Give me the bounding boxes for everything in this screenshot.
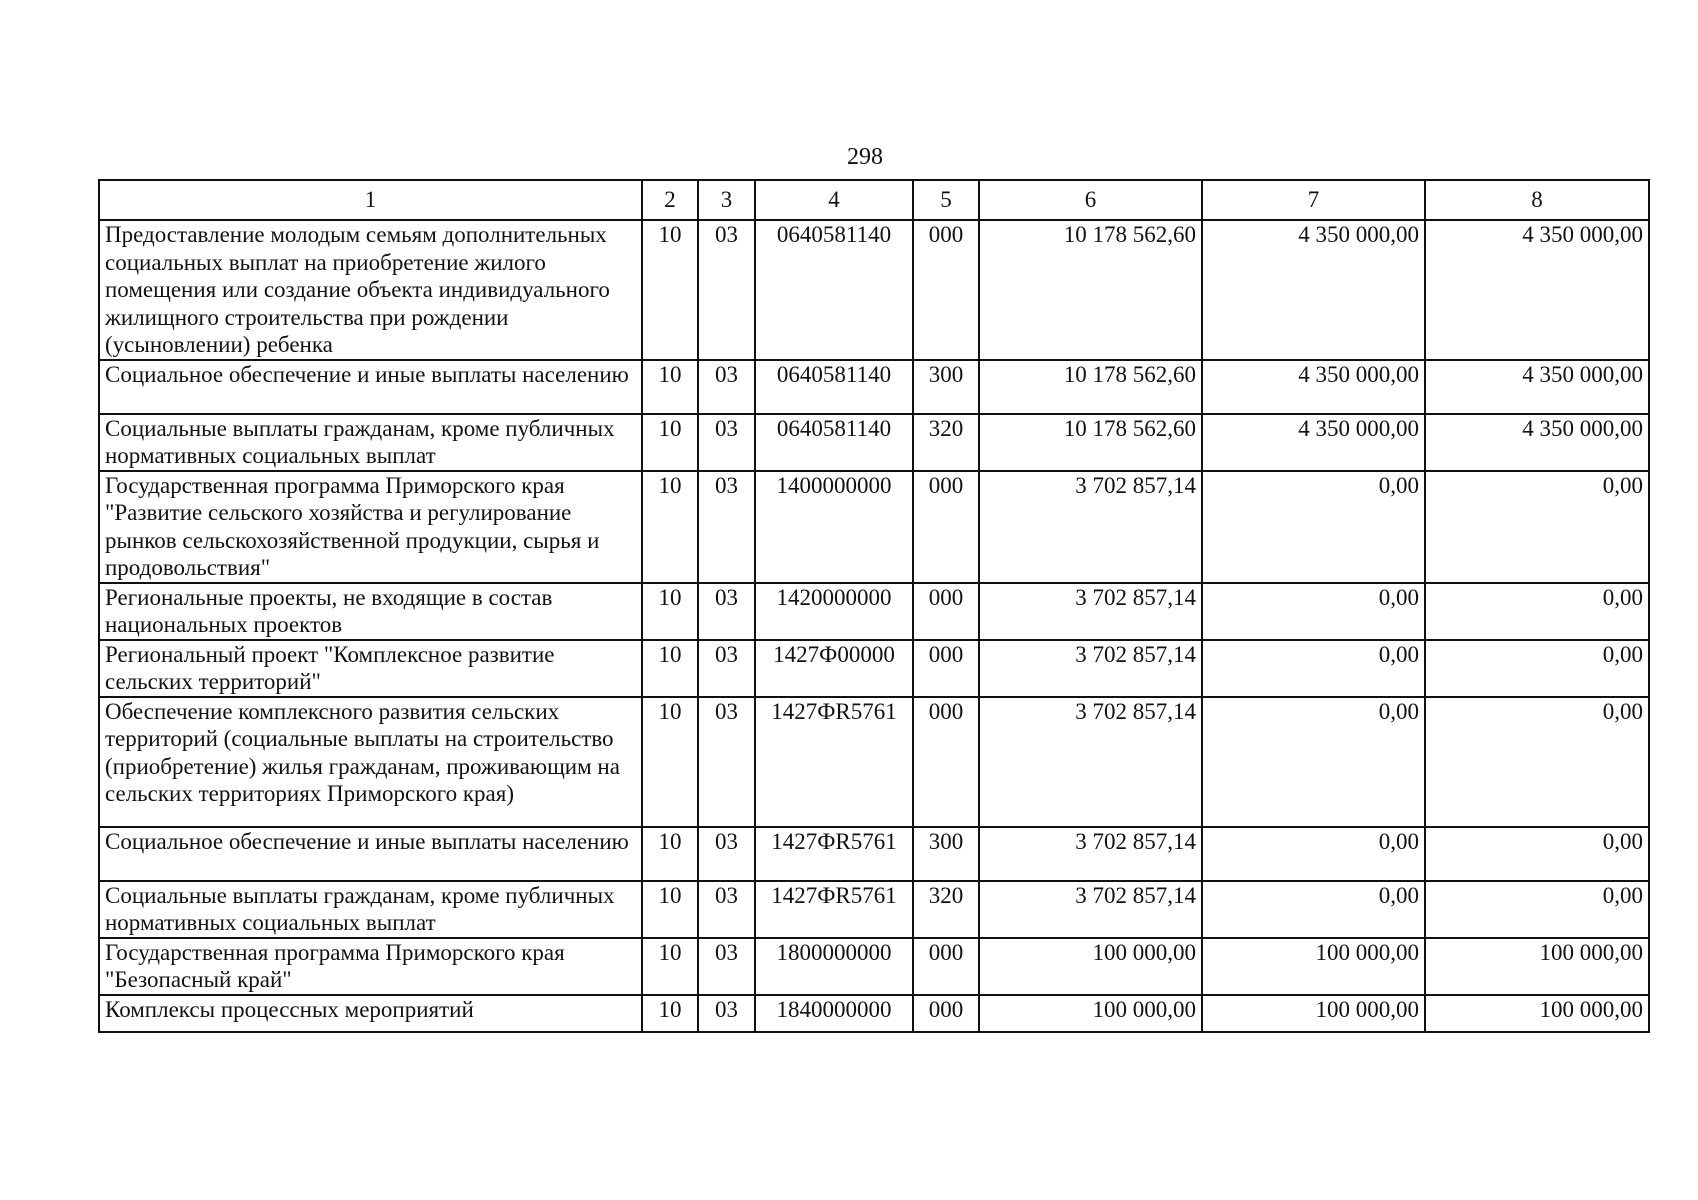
- target-article-code: 1800000000: [755, 938, 913, 995]
- budget-table: [98, 179, 1650, 1033]
- line-item-name: Комплексы процессных мероприятий: [99, 995, 642, 1032]
- section-code: 10: [642, 640, 698, 697]
- section-code: 10: [642, 938, 698, 995]
- line-item-name: Региональные проекты, не входящие в состав национальных проектов: [99, 583, 642, 640]
- amount-col-7: 0,00: [1202, 471, 1425, 583]
- expense-type-code: 000: [913, 938, 979, 995]
- expense-type-code: 000: [913, 220, 979, 360]
- page-number: 298: [847, 144, 883, 170]
- subsection-code: 03: [698, 471, 755, 583]
- expense-type-code: 000: [913, 995, 979, 1032]
- table-row: [99, 881, 1649, 938]
- amount-col-8: 4 350 000,00: [1425, 360, 1649, 414]
- subsection-code: 03: [698, 360, 755, 414]
- target-article-code: 0640581140: [755, 360, 913, 414]
- amount-col-7: 0,00: [1202, 881, 1425, 938]
- expense-type-code: 000: [913, 471, 979, 583]
- amount-col-7: 4 350 000,00: [1202, 414, 1425, 471]
- expense-type-code: 300: [913, 827, 979, 881]
- target-article-code: 0640581140: [755, 220, 913, 360]
- amount-col-8: 0,00: [1425, 881, 1649, 938]
- column-header: 5: [913, 180, 979, 220]
- section-code: 10: [642, 414, 698, 471]
- amount-col-6: 10 178 562,60: [979, 414, 1202, 471]
- amount-col-7: 4 350 000,00: [1202, 220, 1425, 360]
- table-row: [99, 360, 1649, 414]
- section-code: 10: [642, 583, 698, 640]
- column-header: 3: [698, 180, 755, 220]
- table-row: [99, 697, 1649, 827]
- line-item-name: Социальные выплаты гражданам, кроме публичных нормативных социальных выплат: [99, 414, 642, 471]
- line-item-name: Региональный проект "Комплексное развитие сельских территорий": [99, 640, 642, 697]
- amount-col-7: 0,00: [1202, 583, 1425, 640]
- amount-col-6: 3 702 857,14: [979, 471, 1202, 583]
- amount-col-8: 0,00: [1425, 697, 1649, 827]
- line-item-name: Государственная программа Приморского края "Развитие сельского хозяйства и регулирование рынков сельскохозяйственной продукции, сырья и продовольствия": [99, 471, 642, 583]
- target-article-code: 1427ФR5761: [755, 881, 913, 938]
- amount-col-8: 0,00: [1425, 583, 1649, 640]
- section-code: 10: [642, 360, 698, 414]
- table-row: [99, 640, 1649, 697]
- table-row: [99, 471, 1649, 583]
- amount-col-6: 100 000,00: [979, 995, 1202, 1032]
- column-number-row: [99, 180, 1649, 220]
- target-article-code: 1427ФR5761: [755, 697, 913, 827]
- table-row: [99, 220, 1649, 360]
- line-item-name: Социальные выплаты гражданам, кроме публичных нормативных социальных выплат: [99, 881, 642, 938]
- target-article-code: 0640581140: [755, 414, 913, 471]
- subsection-code: 03: [698, 583, 755, 640]
- amount-col-6: 3 702 857,14: [979, 583, 1202, 640]
- subsection-code: 03: [698, 881, 755, 938]
- table-row: [99, 583, 1649, 640]
- amount-col-6: 3 702 857,14: [979, 881, 1202, 938]
- line-item-name: Социальное обеспечение и иные выплаты населению: [99, 360, 642, 414]
- section-code: 10: [642, 220, 698, 360]
- line-item-name: Государственная программа Приморского края "Безопасный край": [99, 938, 642, 995]
- expense-type-code: 000: [913, 583, 979, 640]
- target-article-code: 1420000000: [755, 583, 913, 640]
- line-item-name: Обеспечение комплексного развития сельских территорий (социальные выплаты на строительство (приобретение) жилья гражданам, проживающим на сельских территориях Приморского края): [99, 697, 642, 827]
- target-article-code: 1840000000: [755, 995, 913, 1032]
- column-header: 7: [1202, 180, 1425, 220]
- amount-col-8: 0,00: [1425, 471, 1649, 583]
- table-row: [99, 827, 1649, 881]
- section-code: 10: [642, 827, 698, 881]
- target-article-code: 1400000000: [755, 471, 913, 583]
- amount-col-6: 10 178 562,60: [979, 220, 1202, 360]
- column-header: 2: [642, 180, 698, 220]
- subsection-code: 03: [698, 827, 755, 881]
- subsection-code: 03: [698, 938, 755, 995]
- amount-col-6: 10 178 562,60: [979, 360, 1202, 414]
- amount-col-6: 3 702 857,14: [979, 827, 1202, 881]
- section-code: 10: [642, 471, 698, 583]
- amount-col-7: 0,00: [1202, 640, 1425, 697]
- amount-col-8: 4 350 000,00: [1425, 220, 1649, 360]
- amount-col-7: 100 000,00: [1202, 938, 1425, 995]
- section-code: 10: [642, 881, 698, 938]
- subsection-code: 03: [698, 995, 755, 1032]
- expense-type-code: 300: [913, 360, 979, 414]
- column-header: 6: [979, 180, 1202, 220]
- subsection-code: 03: [698, 697, 755, 827]
- table-row: [99, 995, 1649, 1032]
- expense-type-code: 320: [913, 881, 979, 938]
- amount-col-8: 0,00: [1425, 827, 1649, 881]
- amount-col-6: 3 702 857,14: [979, 640, 1202, 697]
- amount-col-7: 0,00: [1202, 827, 1425, 881]
- column-header: 4: [755, 180, 913, 220]
- target-article-code: 1427ФR5761: [755, 827, 913, 881]
- amount-col-8: 100 000,00: [1425, 995, 1649, 1032]
- section-code: 10: [642, 697, 698, 827]
- expense-type-code: 000: [913, 697, 979, 827]
- table-body: [99, 220, 1649, 1032]
- table-row: [99, 414, 1649, 471]
- line-item-name: Предоставление молодым семьям дополнительных социальных выплат на приобретение жилого помещения или создание объекта индивидуального жилищного строительства при рождении (усыновлении) ребенка: [99, 220, 642, 360]
- amount-col-7: 0,00: [1202, 697, 1425, 827]
- subsection-code: 03: [698, 640, 755, 697]
- amount-col-6: 3 702 857,14: [979, 697, 1202, 827]
- column-header: 8: [1425, 180, 1649, 220]
- amount-col-6: 100 000,00: [979, 938, 1202, 995]
- subsection-code: 03: [698, 220, 755, 360]
- subsection-code: 03: [698, 414, 755, 471]
- column-header: 1: [99, 180, 642, 220]
- expense-type-code: 320: [913, 414, 979, 471]
- section-code: 10: [642, 995, 698, 1032]
- amount-col-7: 100 000,00: [1202, 995, 1425, 1032]
- table-row: [99, 938, 1649, 995]
- amount-col-8: 4 350 000,00: [1425, 414, 1649, 471]
- amount-col-7: 4 350 000,00: [1202, 360, 1425, 414]
- target-article-code: 1427Ф00000: [755, 640, 913, 697]
- line-item-name: Социальное обеспечение и иные выплаты населению: [99, 827, 642, 881]
- amount-col-8: 100 000,00: [1425, 938, 1649, 995]
- expense-type-code: 000: [913, 640, 979, 697]
- amount-col-8: 0,00: [1425, 640, 1649, 697]
